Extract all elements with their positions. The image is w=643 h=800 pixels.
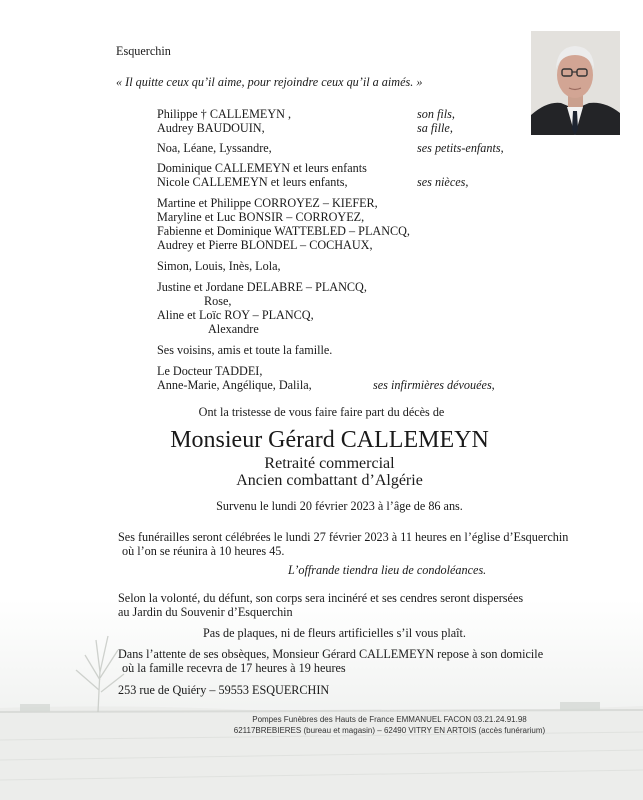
nieces-line-1: Dominique CALLEMEYN et leurs enfants [157,161,367,175]
couple-line-2: Maryline et Luc BONSIR – CORROYEZ, [157,210,365,224]
neighbours-line: Ses voisins, amis et toute la famille. [157,343,333,357]
relation-nieces: ses nièces, [417,175,469,189]
couple-line-4: Audrey et Pierre BLONDEL – COCHAUX, [157,238,373,252]
funeral-line-1: Ses funérailles seront célébrées le lundi 27 février 2023 à 11 heures en l’église d’Esquerchin [118,530,569,544]
offering-line: L’offrande tiendra lieu de condoléances. [288,563,487,577]
funeral-home-line-1: Pompes Funèbres des Hauts de France EMMANUEL FACON 03.21.24.91.98 [252,715,527,724]
rest-line-1: Dans l’attente de ses obsèques, Monsieur Gérard CALLEMEYN repose à son domicile [118,647,544,661]
relation-son: son fils, [417,107,455,121]
will-line-1: Selon la volonté, du défunt, son corps sera incinéré et ses cendres seront dispersées [118,591,524,605]
roy-line: Aline et Loïc ROY – PLANCQ, [157,308,314,322]
family-line-daughter: Audrey BAUDOUIN, [157,121,265,135]
will-line-2: au Jardin du Souvenir d’Esquerchin [118,605,293,619]
home-address: 253 rue de Quiéry – 59553 ESQUERCHIN [118,683,330,697]
funeral-line-2: où l’on se réunira à 10 heures 45. [122,544,285,558]
nurses-line: Anne-Marie, Angélique, Dalila, [157,378,312,392]
rose-line: Rose, [204,294,232,308]
portrait-photo [531,31,620,135]
doctor-line: Le Docteur TADDEI, [157,364,263,378]
deceased-title-1: Retraité commercial [264,455,395,472]
town-name: Esquerchin [116,44,171,58]
relation-grandchildren: ses petits-enfants, [417,141,504,155]
nieces-line-2: Nicole CALLEMEYN et leurs enfants, [157,175,348,189]
rest-line-2: où la famille recevra de 17 heures à 19 heures [122,661,346,675]
deceased-name: Monsieur Gérard CALLEMEYN [170,427,489,453]
funeral-home-line-2: 62117BREBIERES (bureau et magasin) – 62490 VITRY EN ARTOIS (accès funérarium) [233,726,546,735]
couple-line-3: Fabienne et Dominique WATTEBLED – PLANCQ, [157,224,410,238]
couple-line-1: Martine et Philippe CORROYEZ – KIEFER, [157,196,378,210]
children-names: Simon, Louis, Inès, Lola, [157,259,281,273]
family-line-son: Philippe † CALLEMEYN , [157,107,292,121]
grandchildren-names: Noa, Léane, Lyssandre, [157,141,272,155]
deceased-title-2: Ancien combattant d’Algérie [236,472,423,489]
relation-daughter: sa fille, [417,121,453,135]
alexandre-line: Alexandre [208,322,259,336]
announcement-intro: Ont la tristesse de vous faire faire part du décès de [198,405,445,419]
quote: « Il quitte ceux qu’il aime, pour rejoindre ceux qu’il a aimés. » [116,75,423,89]
delabre-line: Justine et Jordane DELABRE – PLANCQ, [157,280,367,294]
date-of-passing: Survenu le lundi 20 février 2023 à l’âge de 86 ans. [216,499,463,513]
relation-nurses: ses infirmières dévouées, [373,378,495,392]
no-flowers-line: Pas de plaques, ni de fleurs artificielles s’il vous plaît. [203,626,466,640]
